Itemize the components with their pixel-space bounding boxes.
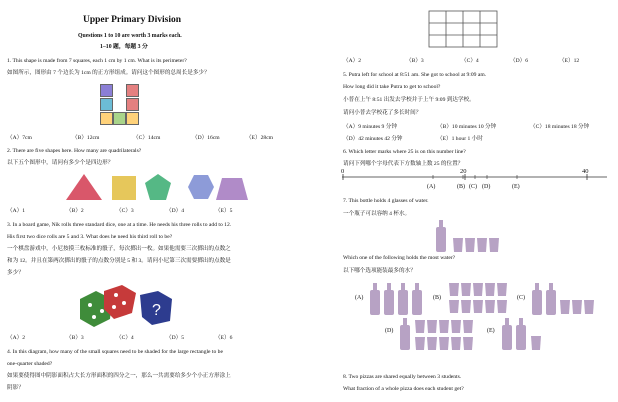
q8-text: 8. Two pizzas are shared equally between 3 students. [343, 374, 462, 380]
q5-text-cn-2: 请问小普去学校花了多长时间？ [343, 110, 422, 116]
hexagon-shape [188, 175, 214, 199]
q7-option-c-mixed [531, 281, 607, 317]
pentagon-shape [145, 174, 171, 200]
q1-option-d[interactable]: （D）16cm [192, 135, 220, 141]
q1-option-e[interactable]: （E）28cm [246, 135, 274, 141]
q7-label-d[interactable]: (D) [385, 328, 394, 334]
page-title: Upper Primary Division [83, 15, 181, 25]
square-shape [112, 176, 136, 200]
q7-option-a-bottles [369, 281, 429, 317]
q3-text-cn-2: 和为 12。并且在第两次掷出的骰子的点数分别是 5 和 3。请问小尼第三次需要掷出的点数是 [7, 258, 231, 264]
q5-option-b[interactable]: （B）10 minutes 10 分钟 [437, 124, 497, 130]
q7-label-b[interactable]: (B) [433, 295, 441, 301]
q6-text: 6. Which letter marks where 25 is on this number line? [343, 149, 466, 155]
q5-text-1: 5. Putra left for school at 8:51 am. She got to school at 9:09 am. [343, 72, 487, 78]
q5-option-d[interactable]: （D）42 minutes 42 分钟 [343, 136, 403, 142]
q5-option-c[interactable]: （C）18 minutes 18 分钟 [530, 124, 590, 130]
q3-option-d[interactable]: （D）5 [166, 335, 185, 341]
q4-text-cn-1: 如果要使得图中阴影面积占大长方形面积的四分之一，那么一共需要给多少个小正方形涂上 [7, 373, 231, 379]
q2-option-d[interactable]: （D）4 [166, 208, 185, 214]
q7-option-d-mixed [399, 316, 495, 354]
blue-question-die [140, 291, 172, 325]
q6-text-cn: 请问下列哪个字母代表下方数轴上数 25 的位置？ [343, 161, 464, 167]
q3-option-a[interactable]: （A）2 [7, 335, 26, 341]
q7-text-2: Which one of the following holds the most water? [343, 255, 456, 261]
q1-text-cn: 如图所示，图形由 7 个边长为 1cm 的正方形组成。请问这个图形的总周长是多少？ [7, 70, 210, 76]
bottle-icon [436, 220, 446, 252]
subtitle-cn: 1–10 题，每题 3 分 [100, 44, 148, 50]
subtitle: Questions 1 to 10 are worth 3 marks each. [78, 33, 182, 39]
q7-text-cn-1: 一个瓶子可以容纳 4 杯水。 [343, 211, 411, 217]
triangle-shape [66, 174, 102, 200]
q2-option-e[interactable]: （E）5 [215, 208, 233, 214]
q7-text-1: 7. This bottle holds 4 glasses of water. [343, 198, 429, 204]
q3-text-1: 3. In a board game, Nik rolls three standard dice, one at a time. He needs his three rolls to add to 12. [7, 222, 232, 228]
trapezoid-shape [216, 178, 248, 200]
q1-option-a[interactable]: （A）7cm [7, 135, 32, 141]
svg-text:?: ? [152, 302, 161, 319]
q7-label-a[interactable]: (A) [355, 295, 364, 301]
q5-option-e[interactable]: （E）1 hour 1 小时 [437, 136, 483, 142]
glasses-group [453, 238, 499, 252]
q6-tick-40: 40 [582, 168, 589, 175]
q2-option-a[interactable]: （A）1 [7, 208, 26, 214]
q3-option-e[interactable]: （E）6 [215, 335, 233, 341]
q7-reference-bottle-glasses [435, 218, 505, 254]
q4-option-c[interactable]: （C）4 [461, 58, 479, 64]
q6-label-c[interactable]: (C) [469, 184, 477, 190]
q1-square-figure [98, 82, 154, 130]
q3-dice [74, 281, 184, 329]
q2-text: 2. There are five shapes here. How many are quadrilaterals? [7, 148, 142, 154]
q6-number-line [339, 170, 609, 196]
q6-label-b[interactable]: (B) [457, 184, 465, 190]
q2-text-cn: 以下五个图形中，请问有多少个是四边形？ [7, 160, 114, 166]
q1-option-c[interactable]: （C）14cm [133, 135, 161, 141]
q4-option-b[interactable]: （B）3 [406, 58, 424, 64]
q1-text: 1. This shape is made from 7 squares, each 1 cm by 1 cm. What is its perimeter? [7, 58, 187, 64]
q7-label-c[interactable]: (C) [517, 295, 525, 301]
q1-option-b[interactable]: （B）12cm [72, 135, 100, 141]
q8-text-2: What fraction of a whole pizza does each student get? [343, 386, 464, 392]
q3-option-b[interactable]: （B）3 [66, 335, 84, 341]
q4-text-1: 4. In this diagram, how many of the small squares need to be shaded for the large rectangle to be [7, 349, 223, 355]
q2-option-b[interactable]: （B）2 [66, 208, 84, 214]
q7-label-e[interactable]: (E) [487, 328, 495, 334]
q4-option-a[interactable]: （A）2 [343, 58, 362, 64]
q5-text-cn-1: 小普在上午 8:51 出发去学校并于上午 9:09 到达学校。 [343, 97, 475, 103]
q3-text-cn-1: 一个棋盘游戏中，小尼按摸三枚标准的骰子，每次掷出一枚。如果他需要三次掷出的点数之 [7, 246, 231, 252]
q2-shapes [46, 170, 276, 204]
q3-text-cn-3: 多少？ [7, 270, 24, 276]
q2-option-c[interactable]: （C）3 [116, 208, 134, 214]
q7-text-cn-2: 以下哪个选项能装最多的水？ [343, 268, 416, 274]
q6-label-a[interactable]: (A) [427, 184, 436, 190]
q3-text-2: His first two dice rolls are 5 and 3. What does he need his third roll to be? [7, 234, 173, 240]
q4-option-e[interactable]: （E）12 [559, 58, 580, 64]
q4-text-cn-2: 阴影？ [7, 385, 24, 391]
q3-option-c[interactable]: （C）4 [116, 335, 134, 341]
q6-tick-0: 0 [341, 168, 345, 175]
q5-text-2: How long did it take Putra to get to school? [343, 84, 441, 90]
q6-label-e[interactable]: (E) [512, 184, 520, 190]
q4-option-d[interactable]: （D）6 [510, 58, 529, 64]
q7-option-b-glasses [447, 281, 513, 317]
q6-label-d[interactable]: (D) [482, 184, 491, 190]
q6-tick-20: 20 [460, 168, 467, 175]
q4-grid [428, 10, 500, 48]
q5-option-a[interactable]: （A）9 minutes 9 分钟 [343, 124, 397, 130]
q7-option-e-mixed [501, 316, 561, 354]
q4-text-2: one-quarter shaded? [7, 361, 53, 367]
